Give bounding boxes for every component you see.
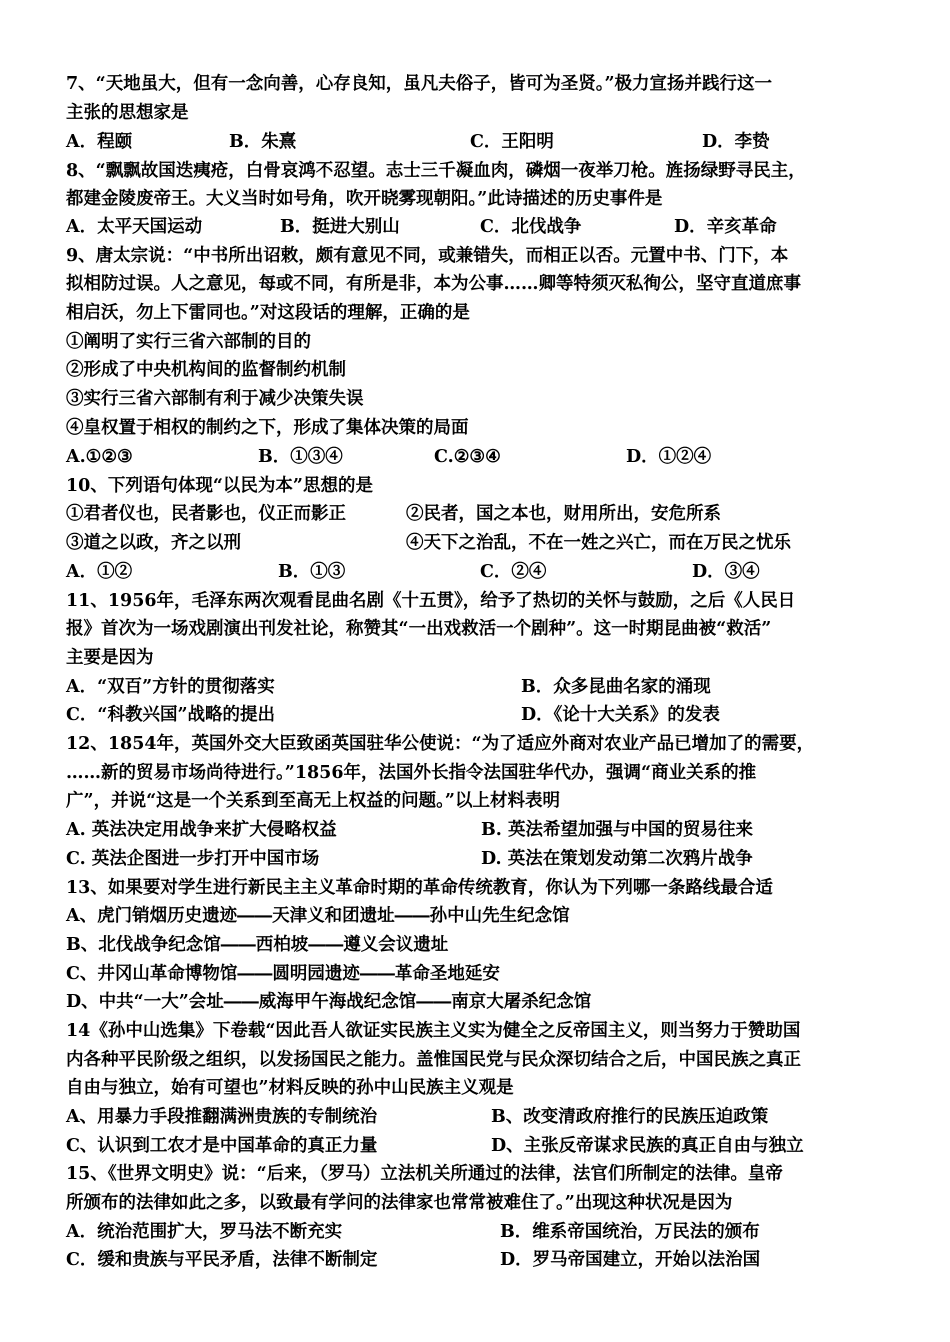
- question-13-option-a: A、虎门销烟历史遗迹――天津义和团遗址――孙中山先生纪念馆: [66, 906, 570, 926]
- option-d: D．③④: [692, 562, 760, 582]
- question-9-statement-4: ④皇权置于相权的制约之下，形成了集体决策的局面: [66, 418, 469, 438]
- option-a: A.①②③: [66, 447, 133, 467]
- option-c: C．缓和贵族与平民矛盾，法律不断制定: [66, 1250, 378, 1270]
- question-12-stem-line-1: 12、1854年，英国外交大臣致函英国驻华公使说：“为了适应外商对农业产品已增加了的需要，: [66, 734, 815, 754]
- question-9-stem-line-1: 9、唐太宗说：“中书所出诏敕，颇有意见不同，或兼错失，而相正以否。元置中书、门下，本: [66, 246, 789, 266]
- statement-1: ①君者仪也，民者影也，仪正而影正: [66, 504, 346, 524]
- question-11-stem-line-2: 报》首次为一场戏剧演出刊发社论，称赞其“一出戏救活一个剧种”。这一时期昆曲被“救活”: [66, 619, 772, 639]
- question-11-stem-line-3: 主要是因为: [66, 648, 154, 668]
- option-b: B．众多昆曲名家的涌现: [521, 677, 711, 697]
- question-12-stem-line-3: 广”，并说“这是一个关系到至高无上权益的问题。”以上材料表明: [66, 791, 560, 811]
- question-13-option-d: D、中共“一大”会址――威海甲午海战纪念馆――南京大屠杀纪念馆: [66, 992, 592, 1012]
- statement-3: ③道之以政，齐之以刑: [66, 533, 241, 553]
- option-d: D．《论十大关系》的发表: [521, 705, 720, 725]
- option-c: C.②③④: [434, 447, 501, 467]
- option-d: D．罗马帝国建立，开始以法治国: [500, 1250, 761, 1270]
- option-d: D．李贽: [702, 132, 770, 152]
- question-8-stem-line-2: 都建金陵废帝王。大义当时如号角，吹开晓雾现朝阳。”此诗描述的历史事件是: [66, 189, 663, 209]
- question-9-stem-line-2: 拟相防过误。人之意见，每或不同，有所是非，本为公事……卿等特须灭私徇公，坚守直道庶事: [66, 274, 801, 294]
- question-10-stem: 10、下列语句体现“以民为本”思想的是: [66, 476, 373, 496]
- question-9-stem-line-3: 相启沃，勿上下雷同也。”对这段话的理解，正确的是: [66, 303, 470, 323]
- option-b: B．①③: [278, 562, 346, 582]
- option-a: A．程颐: [66, 132, 133, 152]
- option-c: C．北伐战争: [480, 217, 582, 237]
- question-11-stem-line-1: 11、1956年，毛泽东两次观看昆曲名剧《十五贯》，给予了热切的关怀与鼓励，之后《人民日: [66, 591, 796, 611]
- option-c: C、认识到工农才是中国革命的真正力量: [66, 1136, 378, 1156]
- option-b: B、改变清政府推行的民族压迫政策: [491, 1107, 769, 1127]
- option-c: C. 英法企图进一步打开中国市场: [66, 849, 320, 869]
- question-12-stem-line-2: ……新的贸易市场尚待进行。”1856年，法国外长指令法国驻华代办，强调“商业关系的推: [66, 763, 757, 783]
- option-c: C．王阳明: [470, 132, 554, 152]
- question-14-stem-line-1: 14《孙中山选集》下卷载“因此吾人欲证实民族主义实为健全之反帝国主义，则当努力于赞助国: [66, 1021, 801, 1041]
- option-a: A．太平天国运动: [66, 217, 203, 237]
- question-13-option-c: C、井冈山革命博物馆――圆明园遗迹――革命圣地延安: [66, 964, 500, 984]
- option-b: B．挺进大别山: [280, 217, 400, 237]
- option-b: B．维系帝国统治，万民法的颁布: [500, 1222, 760, 1242]
- option-d: D、主张反帝谋求民族的真正自由与独立: [491, 1136, 804, 1156]
- option-d: D. 英法在策划发动第二次鸦片战争: [481, 849, 753, 869]
- option-b: B．①③④: [258, 447, 343, 467]
- option-a: A、用暴力手段推翻满洲贵族的专制统治: [66, 1107, 378, 1127]
- question-8-stem-line-1: 8、“飘飘故国迭痍疮，白骨哀鸿不忍望。志士三千凝血肉，磷烟一夜举刀枪。旌扬绿野寻民主，: [66, 161, 806, 181]
- option-a: A．①②: [66, 562, 133, 582]
- question-7-stem-line-1: 7、“天地虽大，但有一念向善，心存良知，虽凡夫俗子，皆可为圣贤。”极力宣扬并践行这一: [66, 74, 773, 94]
- option-b: B．朱熹: [229, 132, 297, 152]
- question-14-stem-line-3: 自由与独立，始有可望也”材料反映的孙中山民族主义观是: [66, 1078, 514, 1098]
- question-9-statement-1: ①阐明了实行三省六部制的目的: [66, 332, 311, 352]
- statement-2: ②民者，国之本也，财用所出，安危所系: [406, 504, 721, 524]
- question-15-stem-line-2: 所颁布的法律如此之多，以致最有学问的法律家也常常被难住了。”出现这种状况是因为: [66, 1193, 733, 1213]
- question-15-stem-line-1: 15、《世界文明史》说：“后来，（罗马）立法机关所通过的法律，法官们所制定的法律。皇帝: [66, 1164, 783, 1184]
- statement-4: ④天下之治乱，不在一姓之兴亡，而在万民之忧乐: [406, 533, 791, 553]
- question-14-stem-line-2: 内各种平民阶级之组织，以发扬国民之能力。盖惟国民党与民众深切结合之后，中国民族之真正: [66, 1050, 801, 1070]
- option-a: A．统治范围扩大，罗马法不断充实: [66, 1222, 343, 1242]
- option-c: C．②④: [480, 562, 547, 582]
- option-d: D．辛亥革命: [674, 217, 777, 237]
- question-9-statement-3: ③实行三省六部制有利于减少决策失误: [66, 389, 364, 409]
- question-13-option-b: B、北伐战争纪念馆――西柏坡――遵义会议遗址: [66, 935, 449, 955]
- option-a: A. 英法决定用战争来扩大侵略权益: [66, 820, 337, 840]
- question-7-stem-line-2: 主张的思想家是: [66, 103, 189, 123]
- question-13-stem: 13、如果要对学生进行新民主主义革命时期的革命传统教育，你认为下列哪一条路线最合适: [66, 878, 773, 898]
- question-9-statement-2: ②形成了中央机构间的监督制约机制: [66, 360, 346, 380]
- option-d: D．①②④: [626, 447, 712, 467]
- option-c: C．“科教兴国”战略的提出: [66, 705, 276, 725]
- option-b: B. 英法希望加强与中国的贸易往来: [481, 820, 753, 840]
- option-a: A．“双百”方针的贯彻落实: [66, 677, 275, 697]
